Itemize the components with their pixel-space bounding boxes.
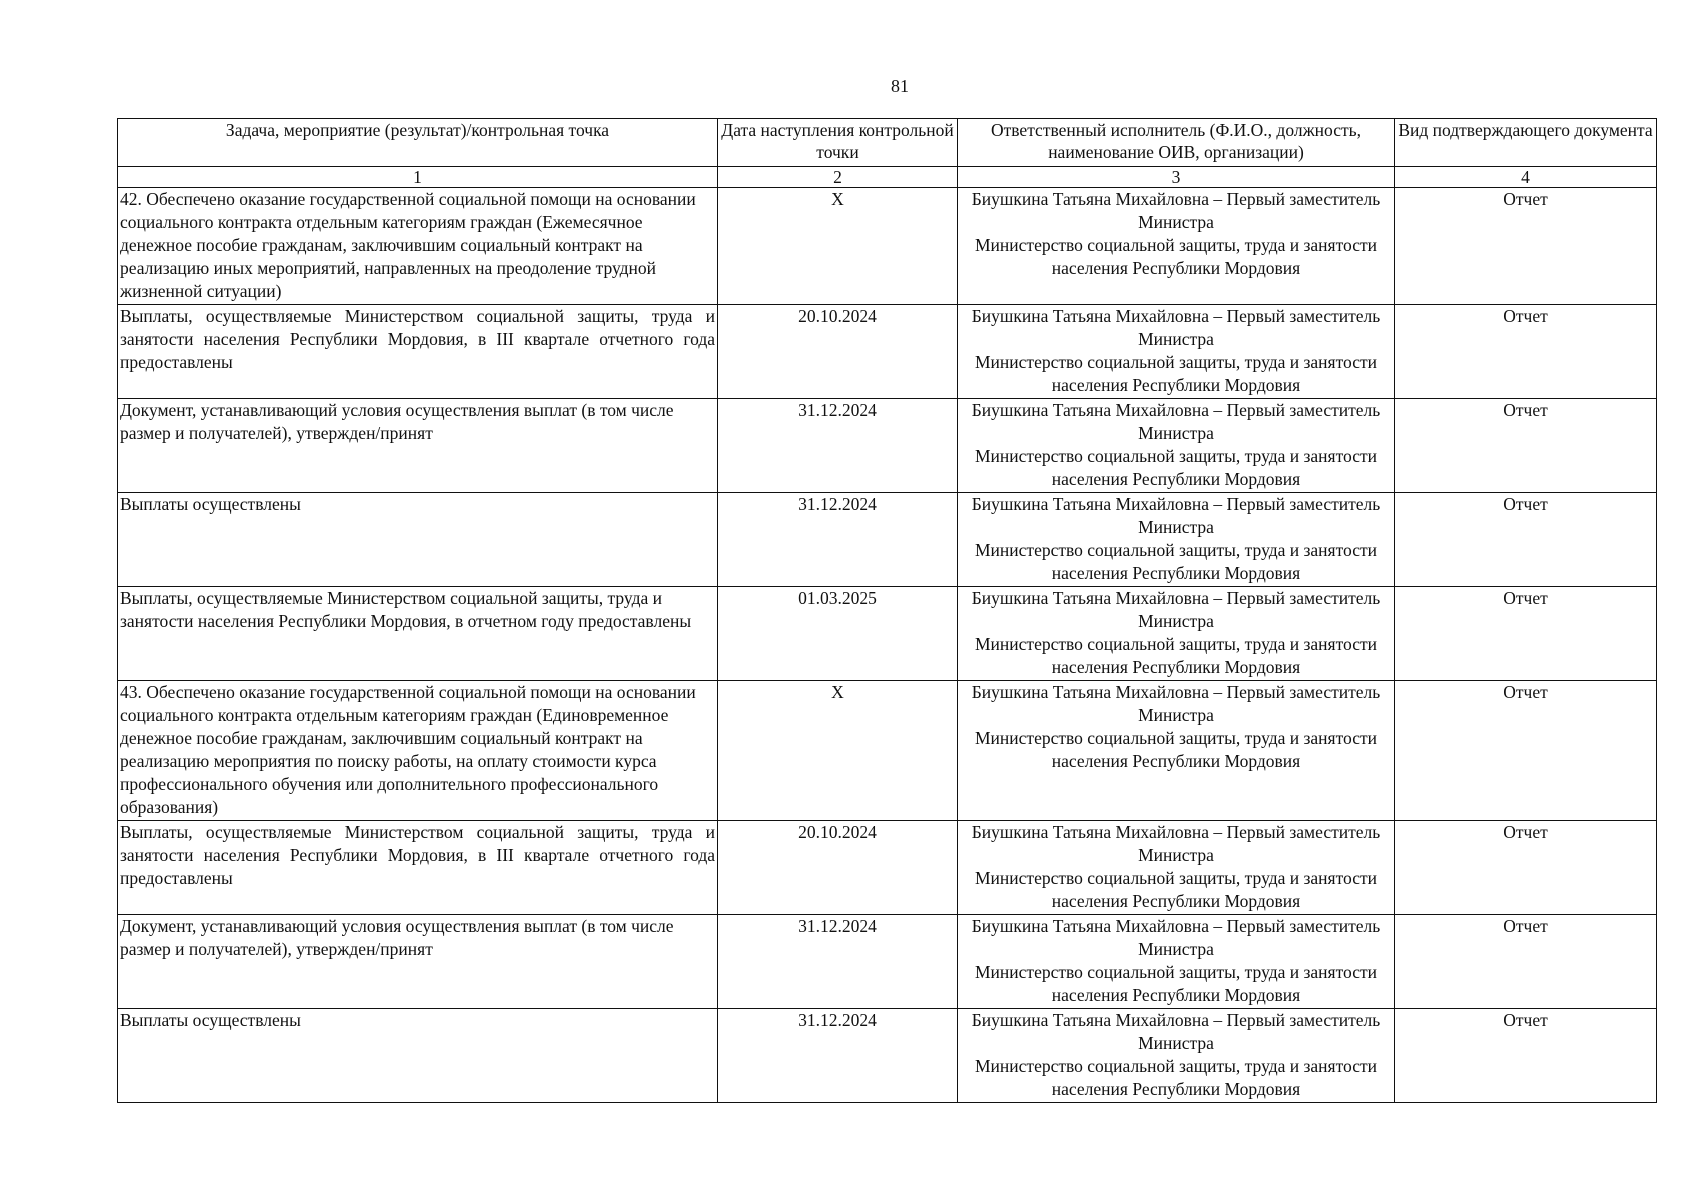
table-row <box>118 399 1657 493</box>
responsible-organization: Министерство социальной защиты, труда и занятости населения Республики Мордовия <box>975 352 1377 395</box>
responsible-organization: Министерство социальной защиты, труда и занятости населения Республики Мордовия <box>975 1056 1377 1099</box>
task-cell: Документ, устанавливающий условия осуществления выплат (в том числе размер и получателей), утвержден/принят <box>118 915 718 1009</box>
document-type-cell: Отчет <box>1395 493 1657 587</box>
date-cell: X <box>718 188 958 305</box>
responsible-cell <box>958 305 1395 399</box>
task-cell: 42. Обеспечено оказание государственной социальной помощи на основании социального контракта отдельным категориям граждан (Ежемесячное денежное пособие гражданам, заключившим социальный контракт на реализацию иных мероприятий, направленных на преодоление трудной жизненной ситуации) <box>118 188 718 305</box>
task-cell: Выплаты, осуществляемые Министерством социальной защиты, труда и занятости населения Республики Мордовия, в отчетном году предоставлены <box>118 587 718 681</box>
document-type-cell: Отчет <box>1395 681 1657 821</box>
responsible-cell <box>958 915 1395 1009</box>
task-cell: Выплаты осуществлены <box>118 1009 718 1103</box>
responsible-person: Биушкина Татьяна Михайловна – Первый заместитель Министра <box>971 916 1381 959</box>
task-cell: Выплаты, осуществляемые Министерством социальной защиты, труда и занятости населения Республики Мордовия, в III квартале отчетного года предоставлены <box>118 821 718 915</box>
responsible-cell <box>958 821 1395 915</box>
header-task: Задача, мероприятие (результат)/контрольная точка <box>118 119 718 167</box>
table-row <box>118 493 1657 587</box>
date-cell: 20.10.2024 <box>718 305 958 399</box>
task-cell: Выплаты осуществлены <box>118 493 718 587</box>
column-number-row <box>118 167 1657 188</box>
responsible-cell <box>958 1009 1395 1103</box>
page-number: 81 <box>891 76 909 96</box>
responsible-cell <box>958 681 1395 821</box>
responsible-cell <box>958 587 1395 681</box>
header-responsible: Ответственный исполнитель (Ф.И.О., должность, наименование ОИВ, организации) <box>958 119 1395 167</box>
column-number: 2 <box>718 167 958 188</box>
responsible-person: Биушкина Татьяна Михайловна – Первый заместитель Министра <box>971 682 1381 725</box>
responsible-cell <box>958 493 1395 587</box>
table-row <box>118 821 1657 915</box>
task-cell: Выплаты, осуществляемые Министерством социальной защиты, труда и занятости населения Республики Мордовия, в III квартале отчетного года предоставлены <box>118 305 718 399</box>
date-cell: 01.03.2025 <box>718 587 958 681</box>
task-cell: Документ, устанавливающий условия осуществления выплат (в том числе размер и получателей), утвержден/принят <box>118 399 718 493</box>
date-cell: 31.12.2024 <box>718 1009 958 1103</box>
date-cell: 20.10.2024 <box>718 821 958 915</box>
responsible-organization: Министерство социальной защиты, труда и занятости населения Республики Мордовия <box>975 728 1377 771</box>
header-document-type: Вид подтверждающего документа <box>1395 119 1657 167</box>
column-number: 4 <box>1395 167 1657 188</box>
responsible-person: Биушкина Татьяна Михайловна – Первый заместитель Министра <box>971 306 1381 349</box>
date-cell: 31.12.2024 <box>718 915 958 1009</box>
date-cell: 31.12.2024 <box>718 399 958 493</box>
responsible-organization: Министерство социальной защиты, труда и занятости населения Республики Мордовия <box>975 540 1377 583</box>
responsible-organization: Министерство социальной защиты, труда и занятости населения Республики Мордовия <box>975 868 1377 911</box>
responsible-organization: Министерство социальной защиты, труда и занятости населения Республики Мордовия <box>975 235 1377 278</box>
task-cell: 43. Обеспечено оказание государственной социальной помощи на основании социального контракта отдельным категориям граждан (Единовременное денежное пособие гражданам, заключившим социальный контракт на реализацию мероприятия по поиску работы, на оплату стоимости курса профессионального обучения или дополнительного профессионального образования) <box>118 681 718 821</box>
table-row <box>118 681 1657 821</box>
responsible-person: Биушкина Татьяна Михайловна – Первый заместитель Министра <box>971 822 1381 865</box>
table-row <box>118 305 1657 399</box>
responsible-cell <box>958 188 1395 305</box>
table-row <box>118 915 1657 1009</box>
date-cell: 31.12.2024 <box>718 493 958 587</box>
document-type-cell: Отчет <box>1395 399 1657 493</box>
document-type-cell: Отчет <box>1395 821 1657 915</box>
responsible-person: Биушкина Татьяна Михайловна – Первый заместитель Министра <box>971 588 1381 631</box>
document-type-cell: Отчет <box>1395 188 1657 305</box>
responsible-organization: Министерство социальной защиты, труда и занятости населения Республики Мордовия <box>975 446 1377 489</box>
responsible-person: Биушкина Татьяна Михайловна – Первый заместитель Министра <box>971 400 1381 443</box>
header-row <box>118 119 1657 167</box>
header-date: Дата наступления контрольной точки <box>718 119 958 167</box>
responsible-cell <box>958 399 1395 493</box>
responsible-person: Биушкина Татьяна Михайловна – Первый заместитель Министра <box>971 494 1381 537</box>
document-type-cell: Отчет <box>1395 1009 1657 1103</box>
responsible-person: Биушкина Татьяна Михайловна – Первый заместитель Министра <box>971 189 1381 232</box>
column-number: 3 <box>958 167 1395 188</box>
document-type-cell: Отчет <box>1395 915 1657 1009</box>
responsible-organization: Министерство социальной защиты, труда и занятости населения Республики Мордовия <box>975 962 1377 1005</box>
table-row <box>118 188 1657 305</box>
table-row <box>118 1009 1657 1103</box>
responsible-person: Биушкина Татьяна Михайловна – Первый заместитель Министра <box>971 1010 1381 1053</box>
column-number: 1 <box>118 167 718 188</box>
document-type-cell: Отчет <box>1395 587 1657 681</box>
date-cell: X <box>718 681 958 821</box>
table-row <box>118 587 1657 681</box>
responsible-organization: Министерство социальной защиты, труда и занятости населения Республики Мордовия <box>975 634 1377 677</box>
document-type-cell: Отчет <box>1395 305 1657 399</box>
control-points-table <box>117 118 1657 1103</box>
